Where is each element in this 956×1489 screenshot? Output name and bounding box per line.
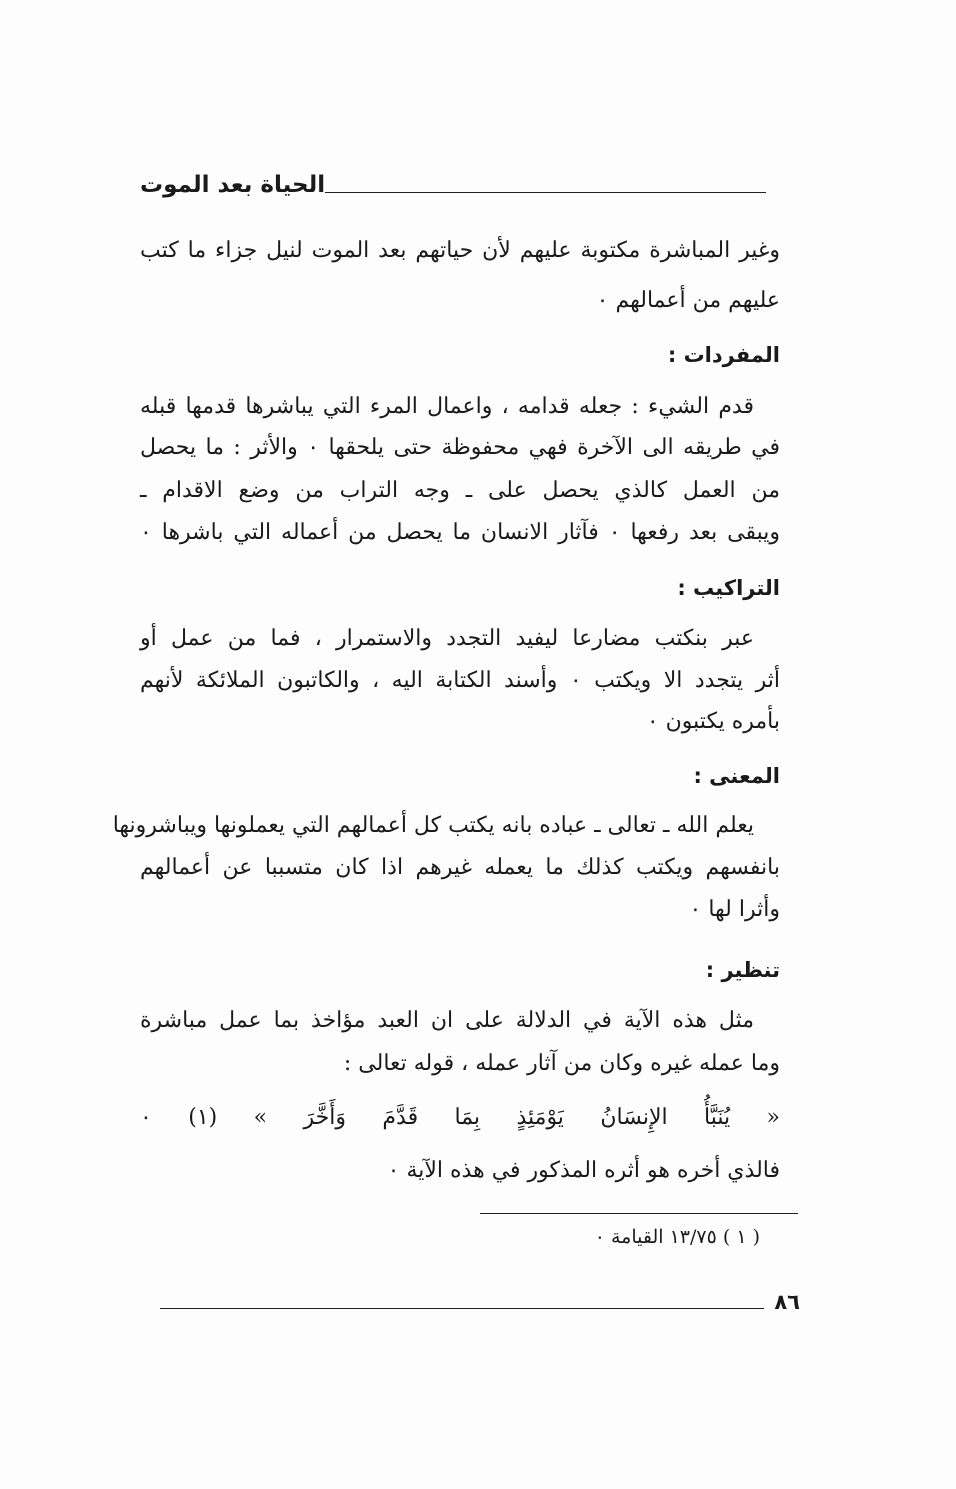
- body-line: قدم الشيء : جعله قدامه ، واعمال المرء التي يباشرها قدمها قبله: [140, 394, 754, 419]
- section-heading-vocabulary: المفردات :: [667, 343, 780, 367]
- footnote-rule: [480, 1213, 798, 1214]
- page-footer: [160, 1290, 800, 1314]
- section-heading-meaning: المعنى :: [693, 764, 780, 788]
- running-title: الحياة بعد الموت: [140, 172, 326, 198]
- body-line: عليهم من أعمالهم ٠: [596, 288, 780, 313]
- body-line: بأمره يكتبون ٠: [646, 709, 780, 734]
- body-line: أثر يتجدد الا ويكتب ٠ وأسند الكتابة اليه ، والكاتبون الملائكة لأنهم: [140, 668, 781, 693]
- running-header: [140, 172, 780, 198]
- section-heading-structures: التراكيب :: [677, 576, 780, 600]
- body-line: مثل هذه الآية في الدلالة على ان العبد مؤاخذ بما عمل مباشرة: [140, 1008, 754, 1033]
- quran-verse: « يُنَبَّأُ الإِنسَانُ يَوْمَئِذٍ بِمَا قَدَّمَ وَأَخَّرَ » (١) ٠: [140, 1105, 781, 1130]
- body-line: عبر بنكتب مضارعا ليفيد التجدد والاستمرار ، فما من عمل أو: [140, 626, 754, 651]
- body-line: بانفسهم ويكتب كذلك ما يعمله غيرهم اذا كان متسببا عن أعمالهم: [140, 855, 780, 880]
- body-line: وأثرا لها ٠: [689, 897, 780, 922]
- body-line: من العمل كالذي يحصل على ـ وجه التراب من وضع الاقدام ـ: [140, 478, 780, 503]
- body-line: وغير المباشرة مكتوبة عليهم لأن حياتهم بعد الموت لنيل جزاء ما كتب: [140, 238, 780, 263]
- page-number: ٨٦: [774, 1290, 800, 1314]
- header-rule: [325, 192, 766, 193]
- footnote: ( ١ ) ١٣/٧٥ القيامة ٠: [594, 1226, 760, 1248]
- body-line: في طريقه الى الآخرة فهي محفوظة حتى يلحقها ٠ والأثر : ما يحصل: [140, 435, 780, 460]
- body-line: يعلم الله ـ تعالى ـ عباده بانه يكتب كل أعمالهم التي يعملونها ويباشرونها: [112, 813, 754, 838]
- body-line: فالذي أخره هو أثره المذكور في هذه الآية ٠: [387, 1158, 780, 1183]
- body-line: وما عمله غيره وكان من آثار عمله ، قوله تعالى :: [343, 1051, 780, 1076]
- footer-rule: [160, 1308, 764, 1309]
- section-heading-analogy: تنظير :: [705, 958, 780, 982]
- body-line: ويبقى بعد رفعها ٠ فآثار الانسان ما يحصل من أعماله التي باشرها ٠: [140, 520, 780, 545]
